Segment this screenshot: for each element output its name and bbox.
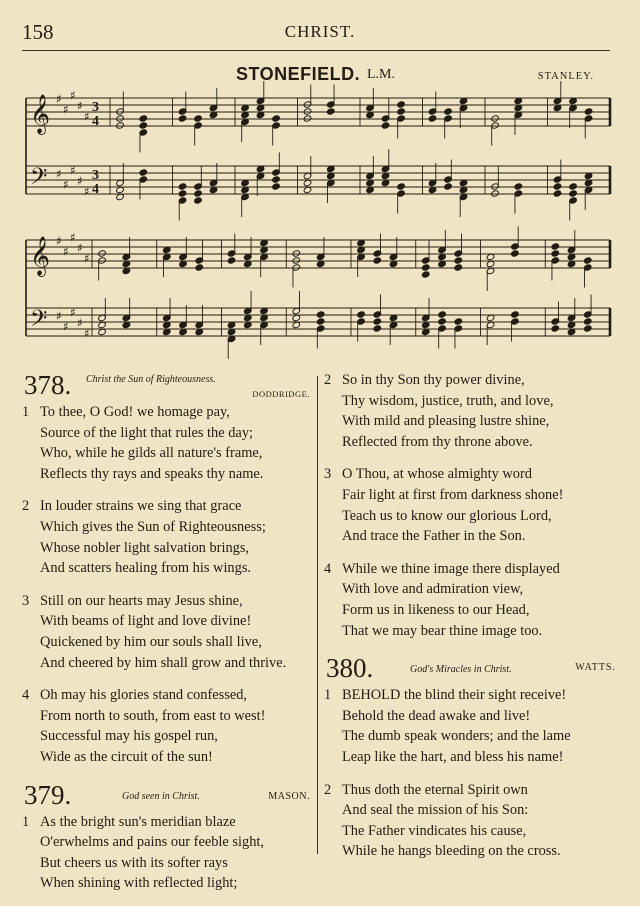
- sharp-sign: ♯: [63, 244, 69, 259]
- verse-line: 3 O Thou, at whose almighty word: [324, 464, 620, 485]
- verse-line: Successful may his gospel run,: [40, 728, 218, 745]
- tune-name: STONEFIELD.: [236, 64, 361, 84]
- hymn-number: 378.: [24, 370, 72, 400]
- verse-line: 2 Thus doth the eternal Spirit own: [324, 780, 620, 801]
- tune-composer: STANLEY.: [537, 71, 594, 82]
- note-head: [551, 325, 560, 332]
- music-score: [0, 0, 640, 365]
- note-head: [454, 318, 463, 325]
- right-column: [324, 370, 620, 874]
- sharp-sign: ♯: [84, 326, 90, 341]
- sharp-sign: ♯: [84, 184, 90, 199]
- verse-line: Leap like the hart, and bless his name!: [342, 748, 564, 765]
- sharp-sign: ♯: [77, 316, 83, 330]
- note-head: [438, 318, 447, 325]
- note-head: [514, 183, 523, 190]
- verse-line: 4 Oh may his glories stand confessed,: [22, 685, 314, 706]
- bass-clef: 𝄢: [30, 306, 48, 337]
- verse-number: 4: [22, 687, 30, 704]
- sharp-sign: ♯: [77, 99, 83, 113]
- verse-line: O'erwhelms and pains our feeble sight,: [40, 834, 264, 851]
- note-head: [316, 311, 325, 318]
- verse-line: And scatters healing from his wings.: [40, 560, 252, 577]
- note-head: [373, 257, 382, 264]
- note-head: [316, 318, 325, 325]
- hymn-title: God seen in Christ.: [122, 790, 200, 802]
- note-head: [292, 250, 301, 257]
- note-head: [428, 115, 437, 122]
- verse-line: 1 As the bright sun's meridian blaze: [22, 812, 314, 833]
- verse-line: 2 In louder strains we sing that grace: [22, 496, 314, 517]
- note-head: [326, 108, 335, 115]
- verse-line: With mild and pleasing lustre shine,: [342, 413, 550, 430]
- note-head: [454, 264, 463, 271]
- verse-number: 2: [324, 781, 332, 798]
- sharp-sign: ♯: [70, 163, 76, 178]
- verse-number: 4: [324, 560, 332, 577]
- time-signature: 4: [92, 182, 99, 197]
- note-head: [511, 250, 520, 257]
- sharp-sign: ♯: [77, 241, 83, 255]
- hymn-378-heading: [22, 370, 314, 402]
- sharp-sign: ♯: [56, 167, 62, 181]
- sharp-sign: ♯: [84, 251, 90, 266]
- hymn-title: Christ the Sun of Righteousness.: [86, 374, 216, 385]
- sharp-sign: ♯: [84, 109, 90, 124]
- note-head: [397, 183, 406, 190]
- note-head: [421, 264, 430, 271]
- note-head: [583, 257, 592, 264]
- stanza: [324, 685, 620, 767]
- sharp-sign: ♯: [70, 88, 76, 103]
- verse-line: The dumb speak wonders; and the lame: [342, 728, 571, 745]
- hymn-number: 379.: [24, 779, 72, 810]
- hymn-title: God's Miracles in Christ.: [410, 664, 512, 676]
- note-head: [194, 190, 203, 197]
- verse-line: Quickened by him our souls shall live,: [40, 633, 262, 650]
- note-head: [139, 122, 148, 129]
- note-head: [511, 311, 520, 318]
- verse-line: While he hangs bleeding on the cross.: [342, 843, 561, 860]
- sharp-sign: ♯: [70, 305, 76, 320]
- time-signature: 4: [92, 114, 99, 129]
- bass-clef: 𝄢: [30, 164, 48, 195]
- verse-line: 4 While we thine image there displayed: [324, 559, 620, 580]
- verse-line: But cheers us with its softer rays: [40, 854, 228, 871]
- note-head: [583, 325, 592, 332]
- sharp-sign: ♯: [77, 174, 83, 188]
- note-head: [491, 115, 500, 122]
- note-head: [584, 108, 593, 115]
- note-head: [397, 108, 406, 115]
- verse-line: Fair light at first from darkness shone!: [342, 486, 564, 503]
- left-column: [22, 370, 314, 906]
- verse-line: Whose nobler light salvation brings,: [40, 539, 250, 556]
- note-head: [292, 257, 301, 264]
- verse-line: Who, while he gilds all nature's frame,: [40, 445, 263, 462]
- verse-line: 1 To thee, O God! we homage pay,: [22, 402, 314, 423]
- verse-number: 1: [22, 404, 30, 420]
- column-divider: [317, 376, 318, 854]
- note-head: [397, 101, 406, 108]
- sharp-sign: ♯: [56, 309, 62, 323]
- verse-line: With love and admiration view,: [342, 581, 524, 598]
- hymn-379-heading: [22, 780, 314, 812]
- verse-line: The Father vindicates his cause,: [342, 822, 527, 839]
- sharp-sign: ♯: [56, 92, 62, 106]
- note-head: [178, 183, 187, 190]
- note-head: [421, 271, 430, 278]
- note-head: [373, 325, 382, 332]
- time-signature: 3: [92, 168, 99, 183]
- note-head: [272, 176, 281, 183]
- running-title: CHRIST.: [284, 22, 356, 41]
- hymn-author: DODDRIDGE.: [252, 389, 310, 399]
- hymn-380-heading: [324, 653, 620, 685]
- note-head: [98, 250, 107, 257]
- verse-line: Behold the dead awake and live!: [342, 707, 531, 724]
- verse-line: 1 BEHOLD the blind their sight receive!: [324, 685, 620, 706]
- note-head: [569, 183, 578, 190]
- note-head: [491, 190, 500, 197]
- verse-number: 2: [22, 498, 30, 515]
- page-number: 158: [22, 20, 54, 44]
- sharp-sign: ♯: [70, 230, 76, 245]
- stanza: [324, 370, 620, 452]
- note-head: [381, 122, 390, 129]
- verse-line: That we may bear thine image too.: [342, 622, 543, 639]
- sharp-sign: ♯: [63, 319, 69, 334]
- note-head: [583, 318, 592, 325]
- note-head: [194, 197, 203, 204]
- note-head: [303, 108, 312, 115]
- note-head: [303, 115, 312, 122]
- verse-line: 3 Still on our hearts may Jesus shine,: [22, 591, 314, 612]
- note-head: [116, 122, 125, 129]
- note-head: [139, 115, 148, 122]
- verse-number: 1: [22, 813, 30, 830]
- note-head: [438, 311, 447, 318]
- note-head: [194, 115, 203, 122]
- note-head: [454, 257, 463, 264]
- note-head: [178, 190, 187, 197]
- note-head: [551, 250, 560, 257]
- verse-line: And cheered by him shall grow and thrive.: [40, 654, 287, 671]
- verse-line: Wide as the circuit of the sun!: [40, 748, 213, 765]
- note-head: [553, 183, 562, 190]
- treble-clef: 𝄞: [30, 236, 51, 276]
- stanza: [324, 464, 620, 546]
- sharp-sign: ♯: [63, 102, 69, 117]
- verse-line: Teach us to know our glorious Lord,: [342, 507, 552, 524]
- note-head: [272, 115, 281, 122]
- tune-meter: L.M.: [367, 67, 395, 82]
- verse-number: 3: [22, 592, 30, 609]
- note-head: [178, 115, 187, 122]
- stanza: [22, 402, 314, 484]
- stanza: [22, 812, 314, 894]
- note-head: [569, 190, 578, 197]
- note-head: [116, 115, 125, 122]
- verse-line: Which gives the Sun of Righteousness;: [40, 518, 266, 535]
- verse-line: Reflects thy rays and speaks thy name.: [40, 465, 264, 482]
- note-head: [553, 190, 562, 197]
- hymn-number: 380.: [326, 653, 374, 684]
- stanza: [22, 591, 314, 673]
- verse-line: Reflected from thy throne above.: [342, 433, 533, 450]
- verse-line: Source of the light that rules the day;: [40, 424, 254, 441]
- stanza: [22, 685, 314, 767]
- verse-line: When shining with reflected light;: [40, 875, 238, 892]
- verse-line: With beams of light and love divine!: [40, 613, 252, 630]
- note-head: [227, 257, 236, 264]
- verse-line: 2 So in thy Son thy power divine,: [324, 370, 620, 391]
- verse-line: And seal the mission of his Son:: [342, 802, 529, 819]
- time-signature: 3: [92, 100, 99, 115]
- verse-line: Thy wisdom, justice, truth, and love,: [342, 392, 554, 409]
- note-head: [373, 318, 382, 325]
- sharp-sign: ♯: [56, 234, 62, 248]
- hymn-author: WATTS.: [575, 662, 616, 674]
- stanza: [324, 559, 620, 641]
- note-head: [444, 183, 453, 190]
- verse-number: 2: [324, 372, 332, 388]
- note-head: [444, 108, 453, 115]
- stanza: [22, 496, 314, 578]
- stanza: [324, 780, 620, 862]
- note-head: [551, 243, 560, 250]
- hymn-author: MASON.: [268, 790, 310, 802]
- treble-clef: 𝄞: [30, 94, 51, 134]
- sharp-sign: ♯: [63, 177, 69, 192]
- verse-number: 1: [324, 687, 332, 704]
- verse-number: 3: [324, 466, 332, 483]
- verse-line: From north to south, from east to west!: [40, 707, 266, 724]
- note-head: [357, 311, 366, 318]
- note-head: [139, 169, 148, 176]
- verse-line: And trace the Father in the Son.: [342, 528, 526, 545]
- verse-line: Form us in likeness to our Head,: [342, 601, 530, 618]
- note-head: [272, 183, 281, 190]
- note-head: [195, 264, 204, 271]
